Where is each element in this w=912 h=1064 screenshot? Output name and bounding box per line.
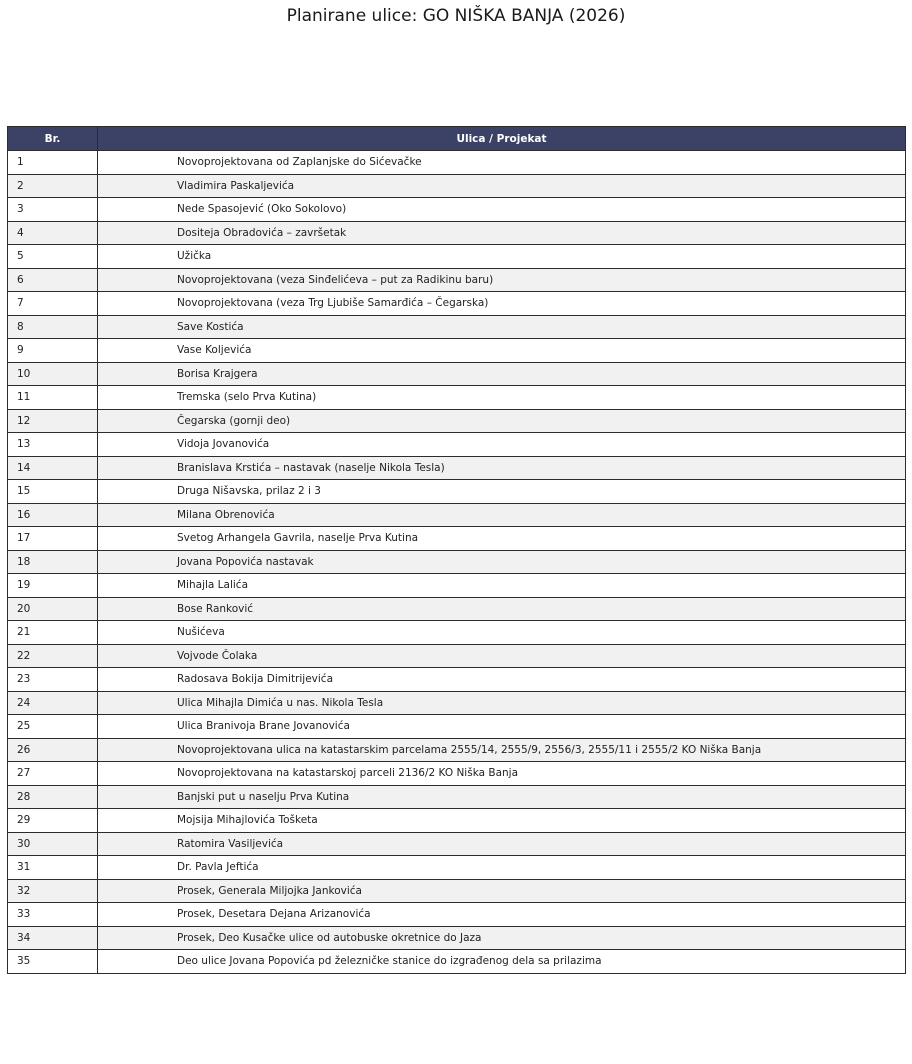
- table-row: [8, 221, 906, 245]
- table-body: [8, 151, 906, 974]
- row-number: 15: [8, 480, 98, 504]
- row-number: 1: [8, 151, 98, 175]
- row-number: 28: [8, 785, 98, 809]
- row-number: 25: [8, 715, 98, 739]
- table-row: [8, 809, 906, 833]
- street-name: Nušićeva: [98, 621, 906, 645]
- street-name: Čegarska (gornji deo): [98, 409, 906, 433]
- table-header-row: [8, 127, 906, 151]
- row-number: 5: [8, 245, 98, 269]
- street-name: Ulica Mihajla Dimića u nas. Nikola Tesla: [98, 691, 906, 715]
- street-name: Milana Obrenovića: [98, 503, 906, 527]
- row-number: 9: [8, 339, 98, 363]
- row-number: 16: [8, 503, 98, 527]
- table-row: [8, 715, 906, 739]
- row-number: 21: [8, 621, 98, 645]
- street-name: Svetog Arhangela Gavrila, naselje Prva Kutina: [98, 527, 906, 551]
- column-header-street: Ulica / Projekat: [98, 127, 906, 151]
- row-number: 29: [8, 809, 98, 833]
- table-row: [8, 903, 906, 927]
- table-row: [8, 527, 906, 551]
- street-name: Nede Spasojević (Oko Sokolovo): [98, 198, 906, 222]
- row-number: 35: [8, 950, 98, 974]
- table-row: [8, 433, 906, 457]
- table-row: [8, 151, 906, 175]
- table-row: [8, 926, 906, 950]
- table-row: [8, 245, 906, 269]
- table-row: [8, 785, 906, 809]
- street-name: Dositeja Obradovića – završetak: [98, 221, 906, 245]
- street-name: Mihajla Lalića: [98, 574, 906, 598]
- table-row: [8, 832, 906, 856]
- table-row: [8, 292, 906, 316]
- row-number: 3: [8, 198, 98, 222]
- row-number: 31: [8, 856, 98, 880]
- street-name: Banjski put u naselju Prva Kutina: [98, 785, 906, 809]
- page-title: Planirane ulice: GO NIŠKA BANJA (2026): [286, 6, 626, 26]
- row-number: 19: [8, 574, 98, 598]
- table-row: [8, 550, 906, 574]
- table-row: [8, 691, 906, 715]
- street-name: Užička: [98, 245, 906, 269]
- table-row: [8, 503, 906, 527]
- street-name: Druga Nišavska, prilaz 2 i 3: [98, 480, 906, 504]
- row-number: 2: [8, 174, 98, 198]
- street-name: Novoprojektovana (veza Sinđelićeva – put za Radikinu baru): [98, 268, 906, 292]
- row-number: 34: [8, 926, 98, 950]
- row-number: 11: [8, 386, 98, 410]
- table-row: [8, 762, 906, 786]
- street-name: Vojvode Čolaka: [98, 644, 906, 668]
- table-row: [8, 668, 906, 692]
- street-name: Vase Koljevića: [98, 339, 906, 363]
- table-row: [8, 198, 906, 222]
- row-number: 23: [8, 668, 98, 692]
- column-header-number: Br.: [8, 127, 98, 151]
- row-number: 32: [8, 879, 98, 903]
- street-name: Tremska (selo Prva Kutina): [98, 386, 906, 410]
- street-name: Prosek, Desetara Dejana Arizanovića: [98, 903, 906, 927]
- street-name: Ratomira Vasiljevića: [98, 832, 906, 856]
- row-number: 18: [8, 550, 98, 574]
- table-row: [8, 268, 906, 292]
- table-row: [8, 315, 906, 339]
- table-row: [8, 597, 906, 621]
- row-number: 6: [8, 268, 98, 292]
- street-name: Bose Ranković: [98, 597, 906, 621]
- street-name: Novoprojektovana (veza Trg Ljubiše Samarđića – Čegarska): [98, 292, 906, 316]
- row-number: 33: [8, 903, 98, 927]
- street-name: Deo ulice Jovana Popovića pd železničke stanice do izgrađenog dela sa prilazima: [98, 950, 906, 974]
- street-name: Novoprojektovana od Zaplanjske do Sićevačke: [98, 151, 906, 175]
- table-row: [8, 644, 906, 668]
- street-name: Mojsija Mihajlovića Tošketa: [98, 809, 906, 833]
- table-row: [8, 574, 906, 598]
- row-number: 20: [8, 597, 98, 621]
- street-name: Novoprojektovana ulica na katastarskim parcelama 2555/14, 2555/9, 2556/3, 2555/11 i 2555/2 KO Niška Banja: [98, 738, 906, 762]
- row-number: 24: [8, 691, 98, 715]
- street-name: Novoprojektovana na katastarskoj parceli 2136/2 KO Niška Banja: [98, 762, 906, 786]
- table-row: [8, 621, 906, 645]
- row-number: 12: [8, 409, 98, 433]
- table-row: [8, 456, 906, 480]
- street-name: Save Kostića: [98, 315, 906, 339]
- table-row: [8, 409, 906, 433]
- street-name: Vidoja Jovanovića: [98, 433, 906, 457]
- street-name: Branislava Krstića – nastavak (naselje Nikola Tesla): [98, 456, 906, 480]
- row-number: 17: [8, 527, 98, 551]
- row-number: 22: [8, 644, 98, 668]
- row-number: 10: [8, 362, 98, 386]
- row-number: 14: [8, 456, 98, 480]
- table-row: [8, 950, 906, 974]
- table-row: [8, 174, 906, 198]
- row-number: 30: [8, 832, 98, 856]
- row-number: 13: [8, 433, 98, 457]
- street-name: Radosava Bokija Dimitrijevića: [98, 668, 906, 692]
- street-name: Prosek, Deo Kusačke ulice od autobuske okretnice do Jaza: [98, 926, 906, 950]
- row-number: 8: [8, 315, 98, 339]
- table-row: [8, 386, 906, 410]
- table-row: [8, 480, 906, 504]
- table-row: [8, 339, 906, 363]
- table-row: [8, 856, 906, 880]
- street-name: Borisa Krajgera: [98, 362, 906, 386]
- table-row: [8, 362, 906, 386]
- street-name: Vladimira Paskaljevića: [98, 174, 906, 198]
- row-number: 27: [8, 762, 98, 786]
- table-row: [8, 879, 906, 903]
- street-name: Jovana Popovića nastavak: [98, 550, 906, 574]
- row-number: 26: [8, 738, 98, 762]
- street-name: Ulica Branivoja Brane Jovanovića: [98, 715, 906, 739]
- streets-table-container: [7, 126, 905, 974]
- table-row: [8, 738, 906, 762]
- street-name: Prosek, Generala Miljojka Jankovića: [98, 879, 906, 903]
- streets-table: [7, 126, 906, 974]
- row-number: 7: [8, 292, 98, 316]
- street-name: Dr. Pavla Jeftića: [98, 856, 906, 880]
- row-number: 4: [8, 221, 98, 245]
